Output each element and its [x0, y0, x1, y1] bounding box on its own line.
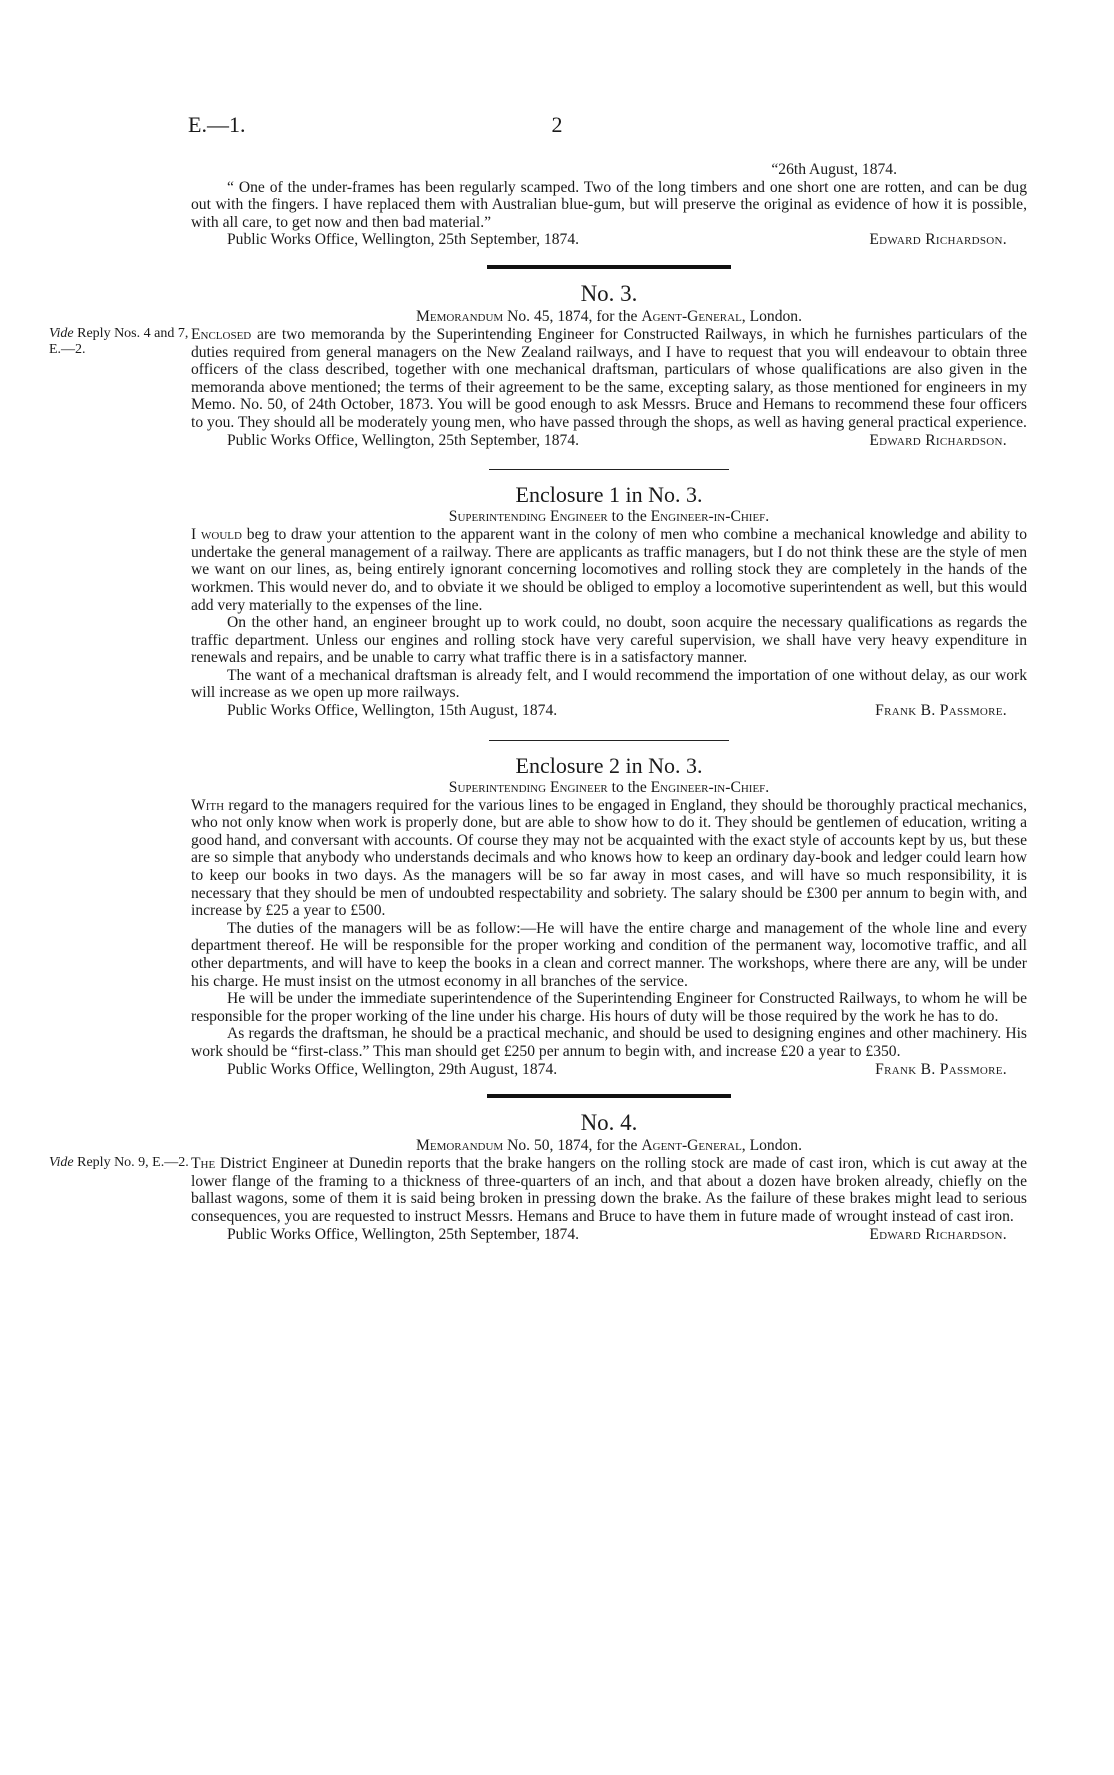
signature-place: Public Works Office, Wellington, 25th September, 1874. [227, 231, 580, 249]
enclosure-paragraph [191, 797, 1027, 920]
memo-paragraph [191, 326, 1027, 432]
signature-place: Public Works Office, Wellington, 25th September, 1874. [227, 1225, 580, 1243]
signature-name: Frank B. Passmore. [875, 702, 1007, 720]
margin-note-vide: Vide [49, 1155, 74, 1171]
paragraph-text: District Engineer at Dunedin reports that the brake hangers on the rolling stock are made of cast iron, which is cut away at the lower flange of the framing to a thickness of three-quarters of an inch, and that about a dozen have broken already, chiefly on the ballast wagons, some of them it is said being broken in pressing down the brake. As the failure of these brakes might lead to serious consequences, you are requested to instruct Messrs. Hemans and Bruce to have them in future made of wrought instead of cast iron. [191, 1155, 1027, 1225]
enclosure-subtitle-2 [191, 778, 1027, 797]
section-divider [489, 740, 729, 741]
paragraph-text: are two memoranda by the Superintending Engineer for Constructed Railways, in which he furnishes particulars of the duties required from general managers on the New Zealand railways, and I have to request that you will endeavour to obtain three officers of the class described, together with one mechanical draftsman, particulars of whose qualifications are also given in the memoranda above mentioned; the terms of their agreement to be the same, excepting salary, as those mentioned for engineers in my Memo. No. 50, of 24th October, 1873. You will be good enough to ask Messrs. Bruce and Hemans to recommend these four officers to you. They should all be moderately young men, who have passed through the shops, as well as having general practical experience. [191, 325, 1027, 431]
paragraph-text: beg to draw your attention to the apparent want in the colony of men who combine a mechanical knowledge and ability to undertake the general management of a railway. There are applicants as traffic managers, but I do not think these are the style of men we want on our lines, as, being entirely ignorant concerning locomotives and rolling stock they are completely in the hands of the workmen. This would never do, and to obviate it we should be obliged to employ a locomotive superintendent as well, but this would add very materially to the expenses of the line. [191, 526, 1027, 614]
signature-name: Edward Richardson. [869, 231, 1007, 249]
signature-name: Frank B. Passmore. [875, 1060, 1007, 1078]
margin-note-text: Reply Nos. 4 and 7, E.—2. [49, 325, 189, 357]
enclosure-paragraph: As regards the draftsman, he should be a practical mechanic, and should be used to designing engines and other machinery. His work should be “first-class.” This man should get £250 per annum to begin with, and increase £20 a year to £350. [191, 1025, 1027, 1060]
signature-line [191, 432, 1027, 450]
subtitle-part: No. 45, 1874, for the [503, 307, 642, 325]
subtitle-part: Superintending Engineer [448, 778, 608, 796]
section-divider [487, 265, 731, 269]
subtitle-part: Memorandum [415, 1137, 504, 1155]
quote-paragraph: “ One of the under-frames has been regularly scamped. Two of the long timbers and one short one are rotten, and can be dug out with the fingers. I have replaced them with Australian blue-gum, but will preserve the original as evidence of how it is possible, with all care, to get now and then bad material.” [191, 178, 1027, 231]
signature-place: Public Works Office, Wellington, 25th September, 1874. [227, 431, 580, 449]
lead-word: The [191, 1155, 216, 1173]
section-divider [487, 1094, 731, 1098]
document-body [49, 161, 1027, 1243]
subtitle-part: Agent-General [641, 1137, 742, 1155]
lead-word: I would [191, 526, 242, 544]
section-subtitle-no3 [191, 307, 1027, 326]
enclosure-paragraph: On the other hand, an engineer brought up to work could, no doubt, soon acquire the necessary qualifications as regards the traffic department. Unless our engines and rolling stock have very careful supervision, we shall have very heavy expenditure in renewals and repairs, and be unable to carry what traffic there is in a satisfactory manner. [191, 614, 1027, 667]
subtitle-part: Memorandum [415, 307, 504, 325]
margin-note [49, 1155, 189, 1171]
subtitle-part: , London. [741, 1137, 803, 1155]
subtitle-part: Agent-General [641, 307, 742, 325]
subtitle-part: . [765, 778, 770, 796]
subtitle-part: Engineer-in-Chief [650, 508, 766, 526]
margin-note-text: Reply No. 9, E.—2. [73, 1155, 189, 1171]
section-divider [489, 469, 729, 470]
signature-name: Edward Richardson. [869, 431, 1007, 449]
enclosure-paragraph: The want of a mechanical draftsman is already felt, and I would recommend the importation of one without delay, as our work will increase as we open up more railways. [191, 666, 1027, 702]
signature-place: Public Works Office, Wellington, 29th August, 1874. [227, 1060, 558, 1078]
paragraph-text: regard to the managers required for the various lines to be engaged in England, they should be thoroughly practical mechanics, who not only know when work is properly done, but are able to show how to do it. They should be gentlemen of education, writing a good hand, and conversant with accounts. Of course they may not be acquainted with the exact style of accounts kept by us, but these are so simple that anybody who understands decimals and who knows how to keep an ordinary day-book and ledger could learn how to keep our books in two days. As the managers will be so far away in most cases, and will have so much responsibility, it is necessary that they should be men of undoubted respectability and sobriety. The salary should be £300 per annum to begin with, and increase by £25 a year to £500. [191, 796, 1027, 920]
margin-note-vide: Vide [49, 325, 74, 341]
enclosure-paragraph: The duties of the managers will be as follow:—He will have the entire charge and management of the whole line and every department thereof. He will be responsible for the proper working and condition of the permanent way, locomotive traffic, and all other departments, and will have to keep the books in a clean and correct manner. The workshops, where there are any, will be under his charge. He must insist on the utmost economy in all branches of the service. [191, 919, 1027, 990]
enclosure-paragraph: He will be under the immediate superintendence of the Superintending Engineer for Constructed Railways, to whom he will be responsible for the proper working of the line under his charge. His hours of duty will be those required by the work he has to do. [191, 990, 1027, 1025]
signature-name: Edward Richardson. [869, 1225, 1007, 1243]
subtitle-part: , London. [741, 307, 803, 325]
section-title-no3: No. 3. [580, 280, 638, 306]
margin-note [49, 326, 189, 358]
memo-block-no4 [49, 1155, 1027, 1225]
enclosure-title-1: Enclosure 1 in No. 3. [515, 482, 703, 508]
enclosure-paragraph [191, 526, 1027, 614]
subtitle-part: to the [607, 508, 651, 526]
lead-word: Enclosed [191, 325, 252, 343]
section-title-no4: No. 4. [580, 1110, 638, 1136]
signature-line [191, 702, 1027, 720]
subtitle-part: . [765, 508, 770, 526]
quote-date: “26th August, 1874. [771, 161, 897, 178]
subtitle-part: to the [607, 778, 651, 796]
subtitle-part: Superintending Engineer [448, 508, 608, 526]
subtitle-part: No. 50, 1874, for the [503, 1137, 642, 1155]
subtitle-part: Engineer-in-Chief [650, 778, 766, 796]
signature-place: Public Works Office, Wellington, 15th August, 1874. [227, 702, 558, 720]
enclosure-subtitle-1 [191, 507, 1027, 526]
signature-line [191, 1226, 1027, 1244]
enclosure-title-2: Enclosure 2 in No. 3. [515, 752, 703, 778]
page-number: 2 [551, 112, 563, 137]
signature-line [191, 231, 1027, 249]
section-subtitle-no4 [191, 1136, 1027, 1155]
memo-block-no3 [49, 325, 1027, 432]
lead-word: With [191, 796, 225, 814]
memo-paragraph [191, 1155, 1027, 1225]
document-reference: E.—1. [188, 112, 246, 137]
signature-line [191, 1061, 1027, 1079]
